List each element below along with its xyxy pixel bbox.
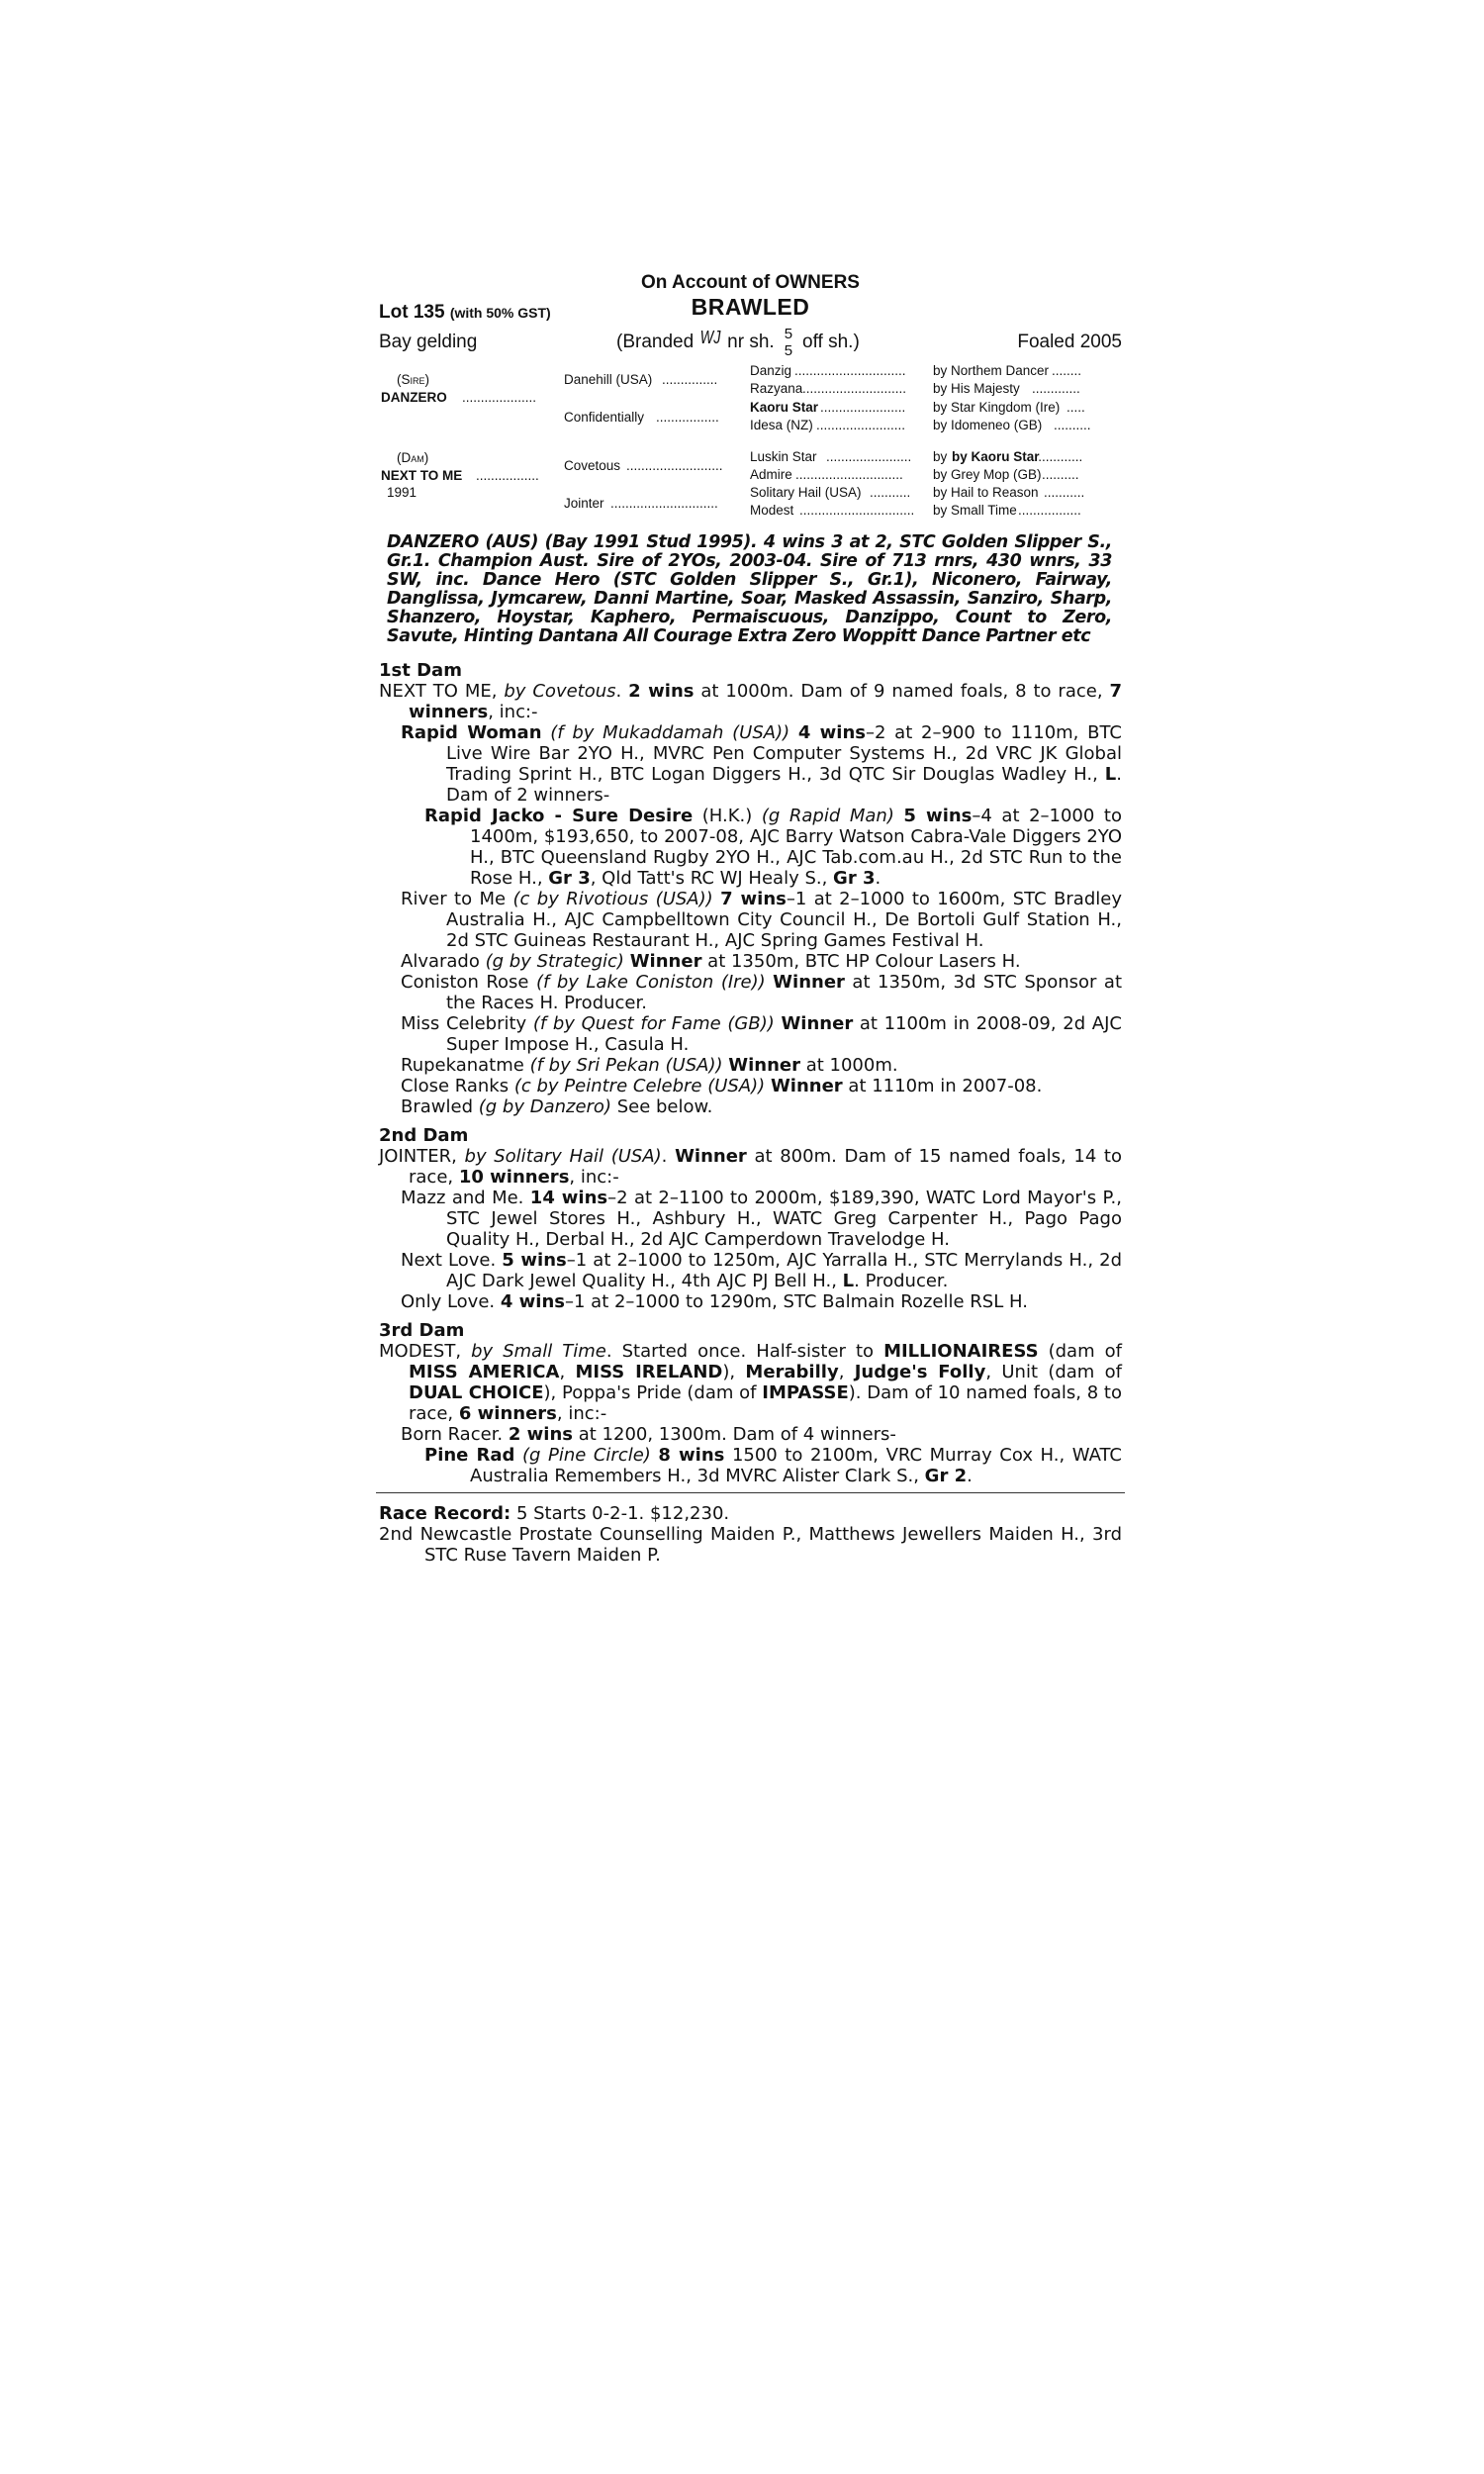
rj-hk: (H.K.) (693, 806, 762, 826)
rj-gr2: Gr 3 (833, 868, 876, 889)
progeny-mazz-and-me (379, 1188, 1122, 1250)
rj-mid: , Qld Tatt's RC WJ Healy S., (590, 868, 834, 889)
foaled-year: Foaled 2005 (1017, 332, 1122, 352)
dam-name: NEXT TO ME (381, 468, 463, 483)
mz-wins: 14 wins (529, 1188, 608, 1208)
ru-wins: Winner (728, 1055, 800, 1076)
d1-f: 7 winners (409, 681, 1122, 722)
g3-7: Solitary Hail (USA) (750, 485, 862, 500)
g4-4-dots: .......... (1054, 418, 1091, 432)
progeny-only-love (379, 1291, 1122, 1312)
mc-by: (f by Quest for Fame (GB)) (532, 1013, 775, 1034)
race-record-summary (379, 1503, 1122, 1524)
second-dam-heading: 2nd Dam (379, 1125, 469, 1146)
description-row (379, 322, 1122, 361)
sire-dots: .................... (462, 390, 537, 405)
nl-end: . Producer. (854, 1271, 949, 1291)
first-dam-intro (379, 681, 1122, 722)
rw-end: . Dam of 2 winners- (446, 764, 1122, 806)
rw-by: (f by Mukaddamah (USA)) (550, 722, 790, 743)
g3-6: Admire (750, 467, 792, 482)
g3-3-dots: ....................... (820, 400, 906, 415)
d3-t10: Merabilly (745, 1362, 839, 1382)
g4-2: by His Majesty (933, 381, 1020, 396)
g3-5: Luskin Star (750, 449, 817, 464)
d3-t1: MODEST, (379, 1341, 472, 1362)
al-wins: Winner (629, 951, 702, 972)
progeny-brawled (379, 1096, 1122, 1117)
lot-row (379, 294, 1122, 322)
nl-wins: 5 wins (502, 1250, 567, 1271)
ru-name: Rupekanatme (401, 1055, 530, 1076)
pedigree-table (379, 363, 1122, 522)
rv-text: –1 at 2–1000 to 1600m, STC Bradley Australia H., AJC Campbelltown City Council H., De Bortoli Gulf Station H., 2d STC Guineas Restaurant H., AJC Spring Games Festival H. (446, 889, 1122, 951)
g3-8: Modest (750, 503, 794, 518)
rw-wins: 4 wins (797, 722, 866, 743)
rv-by: (c by Rivotious (USA)) (512, 889, 713, 909)
d3-t12: Judge's Folly (854, 1362, 986, 1382)
g4-6-dots: .......... (1042, 467, 1079, 482)
d3-t6: MISS AMERICA (409, 1362, 560, 1382)
d3-t7: , (559, 1362, 576, 1382)
brand-frac-top: 5 (784, 326, 793, 342)
bo-name: Born Racer. (401, 1424, 509, 1445)
d3-t11: , (838, 1362, 855, 1382)
g3-2-dots: ............................ (802, 381, 907, 396)
progeny-coniston-rose (379, 972, 1122, 1013)
d1-b: by Covetous (504, 681, 616, 702)
d3-t17: ). Dam of 10 named foals, 8 to race, (409, 1382, 1123, 1424)
dam-dots: ................. (476, 468, 539, 483)
rj-text: –4 at 2–1000 to 1400m, $193,650, to 2007-08, AJC Barry Watson Cabra-Vale Diggers 2YO H., BTC Queensland Rugby 2YO H., AJC Tab.com.au H., 2d STC Run to the Rose H., (470, 806, 1122, 889)
ol-text: –1 at 2–1000 to 1290m, STC Balmain Rozelle RSL H. (564, 1291, 1028, 1312)
rj-gr1: Gr 3 (548, 868, 591, 889)
g4-7: by Hail to Reason (933, 485, 1039, 500)
g4-1: by Northem Dancer (933, 363, 1050, 378)
rj-name: Rapid Jacko - Sure Desire (424, 806, 694, 826)
mc-text: at 1100m in 2008-09, 2d AJC Super Impose H., Casula H. (446, 1013, 1122, 1055)
progeny-miss-celebrity (379, 1013, 1122, 1055)
pr-wins: 8 wins (658, 1445, 725, 1466)
progeny-pine-rad (379, 1445, 1122, 1486)
bo-wins: 2 wins (508, 1424, 574, 1445)
pr-text: 1500 to 2100m, VRC Murray Cox H., WATC Australia Remembers H., 3d MVRC Alister Clark S., (470, 1445, 1123, 1486)
cl-by: (c by Peintre Celebre (USA)) (513, 1076, 766, 1096)
lot-label: Lot 135 (379, 302, 445, 323)
rj-wins: 5 wins (903, 806, 973, 826)
d3-t3: . Started once. Half-sister to (605, 1341, 884, 1362)
progeny-next-love (379, 1250, 1122, 1291)
third-dam-heading: 3rd Dam (379, 1320, 465, 1341)
g3-3: Kaoru Star (750, 400, 819, 415)
g4-7-dots: ........... (1044, 485, 1085, 500)
ol-name: Only Love. (401, 1291, 501, 1312)
bo-text: at 1200, 1300m. Dam of 4 winners- (573, 1424, 896, 1445)
divider (376, 1492, 1125, 1493)
g2-2: Confidentially (564, 410, 645, 425)
g4-2-dots: ............. (1032, 381, 1080, 396)
mz-text: –2 at 2–1100 to 2000m, $189,390, WATC Lord Mayor's P., STC Jewel Stores H., Ashbury H., WATC Greg Carpenter H., Pago Pago Quality H., Derbal H., 2d AJC Camperdown Travelodge H. (446, 1188, 1122, 1250)
g4-6: by Grey Mop (GB) (933, 467, 1042, 482)
rj-end: . (875, 868, 881, 889)
g3-1-dots: .............................. (794, 363, 906, 378)
cr-text: at 1350m, 3d STC Sponsor at the Races H. Producer. (446, 972, 1122, 1013)
pr-name: Pine Rad (424, 1445, 515, 1466)
d3-t19: , inc:- (556, 1403, 607, 1424)
al-text: at 1350m, BTC HP Colour Lasers H. (701, 951, 1021, 972)
d1-a: NEXT TO ME, (379, 681, 505, 702)
race-record-detail: 2nd Newcastle Prostate Counselling Maiden P., Matthews Jewellers Maiden H., 3rd STC Ruse Tavern Maiden P. (379, 1524, 1122, 1566)
g4-8: by Small Time (933, 503, 1017, 518)
d3-t14: DUAL CHOICE (409, 1382, 544, 1403)
d3-t5: (dam of (1038, 1341, 1122, 1362)
cl-wins: Winner (770, 1076, 843, 1096)
d2-d: Winner (675, 1146, 747, 1167)
dam-year: 1991 (387, 485, 417, 500)
g3-6-dots: ............................. (795, 467, 903, 482)
d3-t9: ), (722, 1362, 746, 1382)
color-sex: Bay gelding (379, 332, 478, 352)
d3-t2: by Small Time (471, 1341, 606, 1362)
cl-name: Close Ranks (401, 1076, 514, 1096)
br-by: (g by Danzero) (478, 1096, 611, 1117)
g4-5: by Kaoru Star (952, 449, 1040, 464)
progeny-close-ranks (379, 1076, 1122, 1096)
d3-t8: MISS IRELAND (575, 1362, 723, 1382)
pr-end: . (967, 1466, 973, 1486)
second-dam-intro (379, 1146, 1122, 1188)
brand-frac-bottom: 5 (784, 342, 793, 359)
g3-4: Idesa (NZ) (750, 418, 813, 432)
d3-t18: 6 winners (458, 1403, 557, 1424)
progeny-rapid-woman (379, 722, 1122, 806)
g2-4: Jointer (564, 496, 604, 511)
g3-4-dots: ........................ (816, 418, 906, 432)
g2-3: Covetous (564, 458, 621, 473)
rr-label: Race Record: (379, 1503, 511, 1524)
d3-t4: MILLIONAIRESS (883, 1341, 1039, 1362)
al-name: Alvarado (401, 951, 486, 972)
g2-1: Danehill (USA) (564, 372, 653, 387)
brand-open: (Branded (616, 332, 695, 352)
progeny-rupekanatme (379, 1055, 1122, 1076)
g3-8-dots: ............................... (799, 503, 915, 518)
sire-name: DANZERO (381, 390, 447, 405)
catalogue-page (379, 272, 1122, 1566)
g4-5-dots: ............... (1027, 449, 1083, 464)
pr-gr: Gr 2 (924, 1466, 968, 1486)
brand-info (616, 326, 860, 359)
br-text: See below. (610, 1096, 713, 1117)
g4-8-dots: ................. (1018, 503, 1081, 518)
d1-c: . (615, 681, 629, 702)
g2-4-dots: ............................. (610, 496, 718, 511)
rj-by: (g Rapid Man) (761, 806, 894, 826)
lot-gst: (with 50% GST) (449, 305, 551, 321)
progeny-born-racer (379, 1424, 1122, 1445)
g4-3-dots: ..... (1067, 400, 1085, 415)
g3-7-dots: ........... (870, 485, 911, 500)
first-dam-heading: 1st Dam (379, 660, 462, 681)
first-dam-section (379, 660, 1122, 1117)
mc-name: Miss Celebrity (401, 1013, 533, 1034)
g2-3-dots: .......................... (626, 458, 723, 473)
d2-a: JOINTER, (379, 1146, 465, 1167)
d2-f: 10 winners (458, 1167, 570, 1188)
pr-by: (g Pine Circle) (514, 1445, 659, 1466)
d2-c: . (661, 1146, 676, 1167)
brand-fraction (785, 326, 792, 359)
nl-l: L (842, 1271, 855, 1291)
horse-name: BRAWLED (691, 294, 810, 320)
nl-text: –1 at 2–1000 to 1250m, AJC Yarralla H., STC Merrylands H., 2d AJC Dark Jewel Quality H., 4th AJC PJ Bell H., (446, 1250, 1122, 1291)
g3-1: Danzig (750, 363, 792, 378)
mc-wins: Winner (781, 1013, 854, 1034)
ru-by: (f by Sri Pekan (USA)) (529, 1055, 723, 1076)
ru-text: at 1000m. (800, 1055, 898, 1076)
cr-wins: Winner (773, 972, 845, 993)
d2-b: by Solitary Hail (USA) (464, 1146, 662, 1167)
progeny-alvarado (379, 951, 1122, 972)
second-dam-section (379, 1125, 1122, 1312)
d3-t13: , Unit (dam of (985, 1362, 1122, 1382)
progeny-rapid-jacko (379, 806, 1122, 889)
third-dam-intro (379, 1341, 1122, 1424)
third-dam-section (379, 1320, 1122, 1486)
d1-g: , inc:- (488, 702, 538, 722)
race-record-section (379, 1503, 1122, 1566)
al-by: (g by Strategic) (485, 951, 624, 972)
sire-tag: (Sire) (397, 372, 429, 387)
d2-g: , inc:- (569, 1167, 619, 1188)
dam-tag: (Dam) (397, 450, 429, 465)
nl-name: Next Love. (401, 1250, 503, 1271)
rv-wins: 7 wins (720, 889, 787, 909)
progeny-river-to-me (379, 889, 1122, 951)
g3-2: Razyana (750, 381, 803, 396)
cl-text: at 1110m in 2007-08. (842, 1076, 1043, 1096)
g3-5-dots: ....................... (826, 449, 912, 464)
brand-near: nr sh. (727, 332, 775, 352)
d3-t15: ), Poppa's Pride (dam of (543, 1382, 763, 1403)
g4-5-pre: by (933, 449, 948, 464)
sire-summary: DANZERO (AUS) (Bay 1991 Stud 1995). 4 wins 3 at 2, STC Golden Slipper S., Gr.1. Champion Aust. Sire of 2YOs, 2003-04. Sire of 713 rnrs, 430 wnrs, 33 SW, inc. Dance Hero (STC Golden Slipper S., Gr.1), Niconero, Fairway, Danglissa, Jymcarew, Danni Martine, Soar, Masked Assassin, Sanziro, Sharp, Shanzero, Hoystar, Kaphero, Permaiscuous, Danzippo, Count to Zero, Savute, Hinting Dantana All Courage Extra Zero Woppitt Dance Partner etc (387, 532, 1112, 646)
cr-name: Coniston Rose (401, 972, 536, 993)
rw-text: –2 at 2–900 to 1110m, BTC Live Wire Bar 2YO H., MVRC Pen Computer Systems H., 2d VRC JK Global Trading Sprint H., BTC Logan Diggers H., 3d QTC Sir Douglas Wadley H., (446, 722, 1122, 785)
rr-summary: 5 Starts 0-2-1. $12,230. (510, 1503, 730, 1524)
d1-d: 2 wins (628, 681, 695, 702)
g4-4: by Idomeneo (GB) (933, 418, 1043, 432)
vendor-line: On Account of OWNERS (641, 272, 860, 293)
d1-e: at 1000m. Dam of 9 named foals, 8 to race, (694, 681, 1110, 702)
d2-e: at 800m. Dam of 15 named foals, 14 to race, (409, 1146, 1123, 1188)
rw-l: L (1104, 764, 1117, 785)
g4-3: by Star Kingdom (Ire) (933, 400, 1061, 415)
rw-name: Rapid Woman (401, 722, 542, 743)
g4-1-dots: ........ (1052, 363, 1082, 378)
cr-by: (f by Lake Coniston (Ire)) (536, 972, 766, 993)
g2-1-dots: ............... (662, 372, 718, 387)
rv-name: River to Me (401, 889, 513, 909)
mz-name: Mazz and Me. (401, 1188, 530, 1208)
d3-t16: IMPASSE (762, 1382, 849, 1403)
brand-mark: WJ (699, 327, 721, 347)
brand-off: off sh.) (802, 332, 860, 352)
g2-2-dots: ................. (656, 410, 719, 425)
br-name: Brawled (401, 1096, 479, 1117)
ol-wins: 4 wins (500, 1291, 565, 1312)
